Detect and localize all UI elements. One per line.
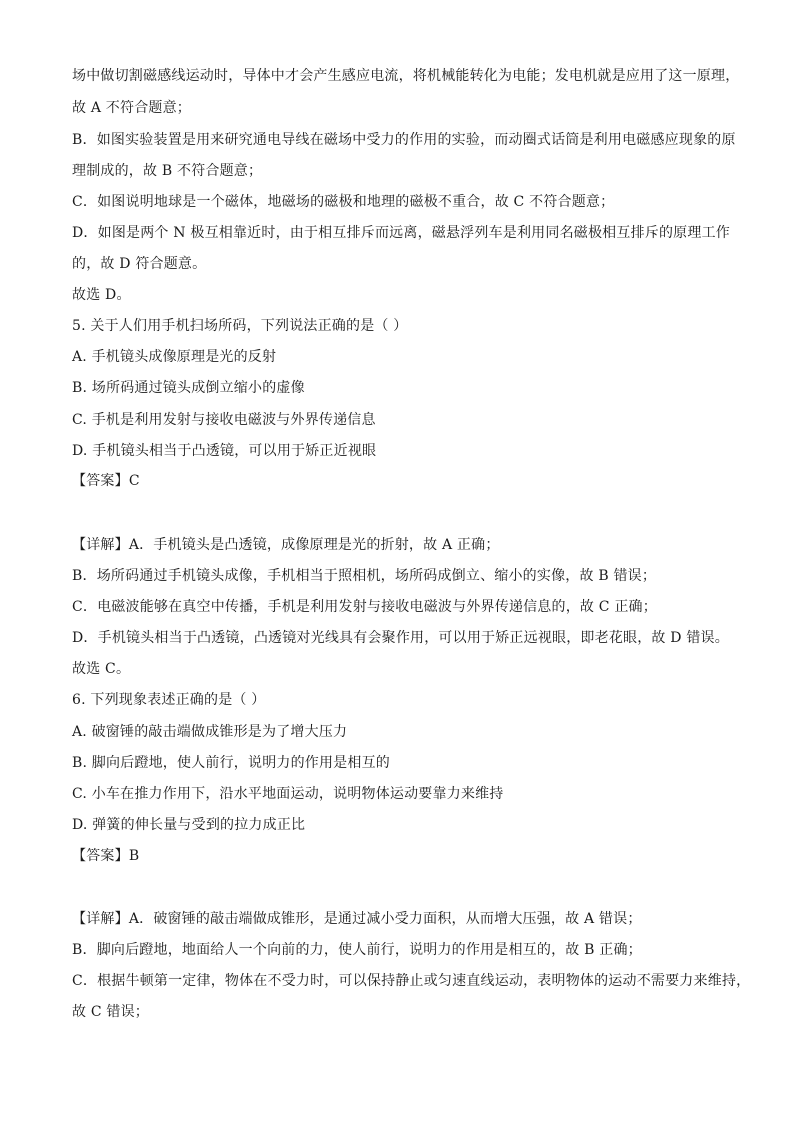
- q6-option-c: C. 小车在推力作用下，沿水平地面运动，说明物体运动要靠力来维持: [72, 786, 504, 802]
- answer-value: C: [128, 473, 140, 489]
- answer-tag: 【答案】: [72, 473, 129, 489]
- q6-detail-a: [72, 909, 734, 929]
- q6-answer: [72, 846, 734, 866]
- q5-option-a: A. 手机镜头成像原理是光的反射: [72, 349, 277, 365]
- q6-detail-b: B．脚向后蹬地，地面给人一个向前的力，使人前行，说明力的作用是相互的，故 B 正确；: [72, 942, 642, 958]
- q4-explanation-line: 故 A 不符合题意；: [72, 100, 192, 116]
- q4-explanation-d: D．如图是两个 N 极互相靠近时，由于相互排斥而远离，磁悬浮列车是利用同名磁极相互排斥的原理工作: [72, 225, 730, 241]
- detail-tag: 【详解】: [72, 911, 129, 927]
- q5-detail-c: C．电磁波能够在真空中传播，手机是利用发射与接收电磁波与外界传递信息的，故 C 正确；: [72, 599, 657, 615]
- q4-explanation-c: C．如图说明地球是一个磁体，地磁场的磁极和地理的磁极不重合，故 C 不符合题意；: [72, 194, 615, 210]
- q5-choice: 故选 C。: [72, 661, 131, 677]
- q6-detail-c: C．根据牛顿第一定律，物体在不受力时，可以保持静止或匀速直线运动，表明物体的运动不需要力来维持，: [72, 973, 751, 989]
- q6-option-b: B. 脚向后蹬地，使人前行，说明力的作用是相互的: [72, 755, 390, 771]
- q6-option-d: D. 弹簧的伸长量与受到的拉力成正比: [72, 817, 306, 833]
- q4-explanation-line: 场中做切割磁感线运动时，导体中才会产生感应电流，将机械能转化为电能；发电机就是应用了这一原理，: [72, 68, 740, 84]
- q4-choice: 故选 D。: [72, 287, 131, 303]
- q5-detail-d: D．手机镜头相当于凸透镜，凸透镜对光线具有会聚作用，可以用于矫正远视眼，即老花眼，故 D 错误。: [72, 630, 729, 646]
- q5-option-d: D. 手机镜头相当于凸透镜，可以用于矫正近视眼: [72, 443, 377, 459]
- q5-answer: [72, 471, 734, 491]
- q6-option-a: A. 破窗锤的敲击端做成锥形是为了增大压力: [72, 724, 348, 740]
- q5-detail-a: [72, 535, 734, 555]
- q6-stem: 6. 下列现象表述正确的是（ ）: [72, 692, 266, 708]
- answer-tag: 【答案】: [72, 848, 129, 864]
- detail-text: A．破窗锤的敲击端做成锥形，是通过减小受力面积，从而增大压强，故 A 错误；: [128, 911, 642, 927]
- q4-explanation-d-cont: 的，故 D 符合题意。: [72, 256, 207, 272]
- q4-explanation-b: B．如图实验装置是用来研究通电导线在磁场中受力的作用的实验，而动圈式话筒是利用电磁感应现象的原: [72, 132, 736, 148]
- detail-tag: 【详解】: [72, 537, 129, 553]
- q5-detail-b: B．场所码通过手机镜头成像，手机相当于照相机，场所码成倒立、缩小的实像，故 B 错误；: [72, 568, 657, 584]
- q6-detail-c-cont: 故 C 错误；: [72, 1004, 150, 1020]
- q5-stem: 5. 关于人们用手机扫场所码，下列说法正确的是（ ）: [72, 318, 408, 334]
- q4-explanation-b-cont: 理制成的，故 B 不符合题意；: [72, 163, 263, 179]
- q5-option-c: C. 手机是利用发射与接收电磁波与外界传递信息: [72, 412, 376, 428]
- detail-text: A．手机镜头是凸透镜，成像原理是光的折射，故 A 正确；: [128, 537, 500, 553]
- answer-value: B: [128, 848, 140, 864]
- q5-option-b: B. 场所码通过镜头成倒立缩小的虚像: [72, 380, 305, 396]
